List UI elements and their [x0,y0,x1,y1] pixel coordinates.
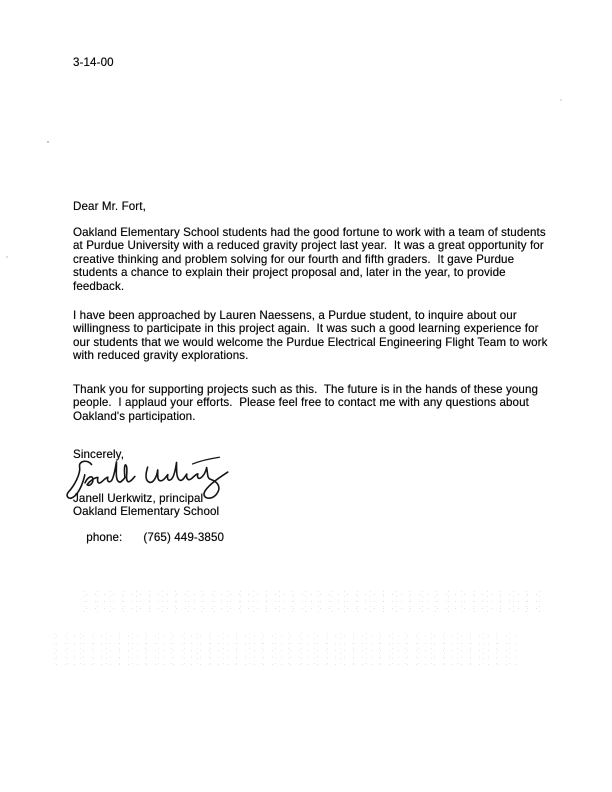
scan-artifact [560,99,562,101]
signed-by-line: Janell Uerkwitz, principal [73,492,204,505]
phone-number: (765) 449-3850 [143,531,225,545]
scan-artifact [6,256,8,258]
letter-date: 3-14-00 [73,56,114,69]
scan-artifact [47,141,49,143]
phone-label: phone: [86,531,123,545]
scan-noise-band [78,588,540,614]
phone-line [73,518,224,558]
letter-paragraph: Oakland Elementary School students had the good fortune to work with a team of students at Purdue University with a reduced gravity project last year. It was a great opportunity for creative thinking and problem solving for our fourth and fifth graders. It gave Purdue students a chance to explain their project proposal and, later in the year, to provide feedback. [73,226,550,293]
salutation: Dear Mr. Fort, [73,200,146,213]
scan-noise-band [48,630,520,668]
organization-line: Oakland Elementary School [73,505,220,518]
letter-paragraph: I have been approached by Lauren Naessens, a Purdue student, to inquire about our willingness to participate in this project again. It was such a good learning experience for our students that we would welcome the Purdue Electrical Engineering Flight Team to work with reduced gravity explorations. [73,309,551,363]
letter-paragraph: Thank you for supporting projects such as this. The future is in the hands of these young people. I applaud your efforts. Please feel free to contact me with any questions about Oakland's participation. [73,383,542,423]
closing: Sincerely, [73,448,125,461]
